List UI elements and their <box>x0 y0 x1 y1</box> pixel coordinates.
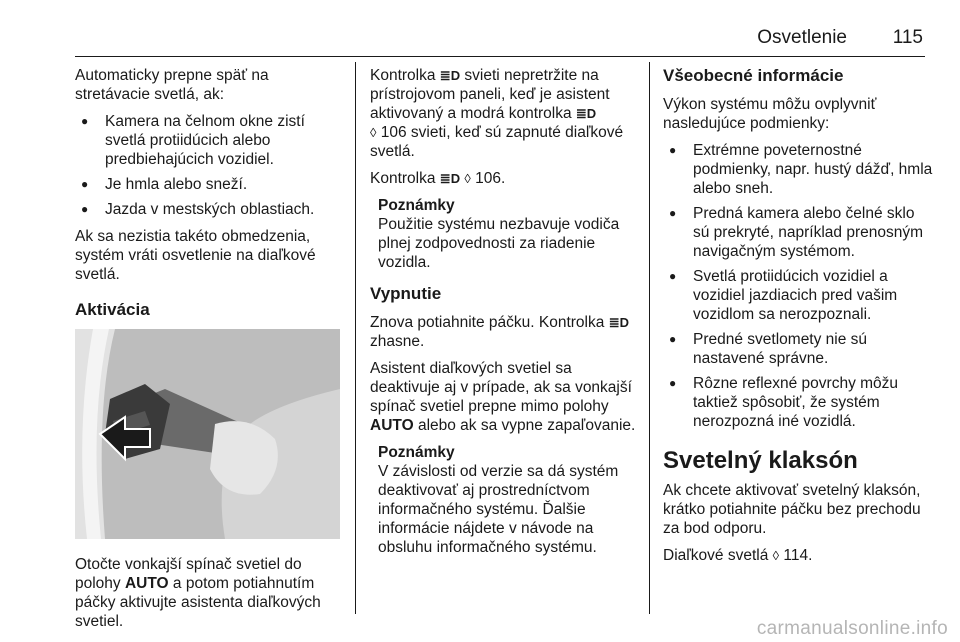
stalk-illustration <box>75 329 340 539</box>
heading-deactivation: Vypnutie <box>370 284 442 303</box>
paragraph: Ak sa nezistia takéto obmedzenia, systém vráti osvetlenie na diaľkové svetlá. <box>75 228 316 283</box>
paragraph: Asistent diaľkových svetiel sa deaktivuje aj v prípade, ak sa vonkajší spínač svetiel prepne mimo polohy AUTO alebo ak sa vypne zapaľovanie. <box>370 360 636 434</box>
list-item: ● Kamera na čelnom okne zistí svetlá protiidúcich alebo predbiehajúcich vozidiel. <box>75 112 345 169</box>
note-title: Poznámky <box>378 197 455 214</box>
page-header <box>75 22 925 57</box>
column-left <box>75 66 345 639</box>
heading-general-info: Všeobecné informácie <box>663 66 844 85</box>
list-item: ● Svetlá protiidúcich vozidiel a vozidiel jazdiacich pred vašim vozidlom sa nerozpoznali. <box>663 267 933 324</box>
note-box <box>370 443 638 557</box>
intro-paragraph: Výkon systému môžu ovplyvniť nasledujúce podmienky: <box>663 96 877 132</box>
stalk-illustration-svg <box>75 329 340 539</box>
list-item: ● Je hmla alebo sneží. <box>75 175 345 194</box>
section-title: Osvetlenie <box>757 27 847 48</box>
watermark: carmanualsonline.info <box>756 618 948 639</box>
page-ref-icon[interactable]: ◊ <box>370 125 377 140</box>
bullet-list <box>75 112 345 219</box>
paragraph: Kontrolka ≣D ◊ 106. <box>370 170 506 187</box>
intro-paragraph: Automaticky prepne späť na stretávacie svetlá, ak: <box>75 67 269 103</box>
note-text: V závislosti od verzie sa dá systém deaktivovať aj prostredníctvom informačného systému. Ďalšie informácie nájdete v návode na obsluhu informačného systému. <box>378 463 619 556</box>
column-middle <box>370 66 638 569</box>
high-beam-assist-icon: ≣D <box>439 68 461 83</box>
paragraph: Diaľkové svetlá ◊ 114. <box>663 547 813 564</box>
heading-flash-to-pass: Svetelný klaksón <box>663 447 858 474</box>
column-divider <box>355 62 356 614</box>
page-ref-icon[interactable]: ◊ <box>772 548 780 563</box>
list-item: ● Rôzne reflexné povrchy môžu taktiež spôsobiť, že systém nerozpozná iné vozidlá. <box>663 374 933 431</box>
auto-label: AUTO <box>370 417 414 434</box>
paragraph: Znova potiahnite páčku. Kontrolka ≣D zhasne. <box>370 314 629 350</box>
note-box <box>370 196 638 272</box>
list-item: ● Jazda v mestských oblastiach. <box>75 200 345 219</box>
bullet-list <box>663 141 933 431</box>
page-number: 115 <box>892 27 923 48</box>
figure-caption: Otočte vonkajší spínač svetiel do polohy AUTO a potom potiahnutím páčky aktivujte asistenta diaľkových svetiel. <box>75 556 321 630</box>
column-divider <box>649 62 650 614</box>
page-ref-icon[interactable]: ◊ <box>464 171 471 186</box>
high-beam-icon: ≣D <box>575 106 597 121</box>
paragraph: Ak chcete aktivovať svetelný klaksón, krátko potiahnite páčku bez prechodu za bod odporu. <box>663 482 921 537</box>
auto-label: AUTO <box>124 575 169 592</box>
list-item: ● Predné svetlomety nie sú nastavené správne. <box>663 330 933 368</box>
note-text: Použitie systému nezbavuje vodiča plnej zodpovednosti za riadenie vozidla. <box>378 216 620 271</box>
high-beam-assist-icon: ≣D <box>608 315 629 330</box>
paragraph: Kontrolka ≣D svieti nepretržite na prístrojovom paneli, keď je asistent aktivovaný a modrá kontrolka ≣D ◊ 106 svieti, keď sú zapnuté diaľkové svetlá. <box>370 67 624 160</box>
list-item: ● Extrémne poveternostné podmienky, napr. hustý dážď, hmla alebo sneh. <box>663 141 933 198</box>
note-title: Poznámky <box>378 444 455 461</box>
column-right <box>663 66 933 573</box>
high-beam-assist-icon: ≣D <box>439 171 461 186</box>
list-item: ● Predná kamera alebo čelné sklo sú prekryté, napríklad prenosným navigačným systémom. <box>663 204 933 261</box>
heading-activation: Aktivácia <box>75 300 150 319</box>
